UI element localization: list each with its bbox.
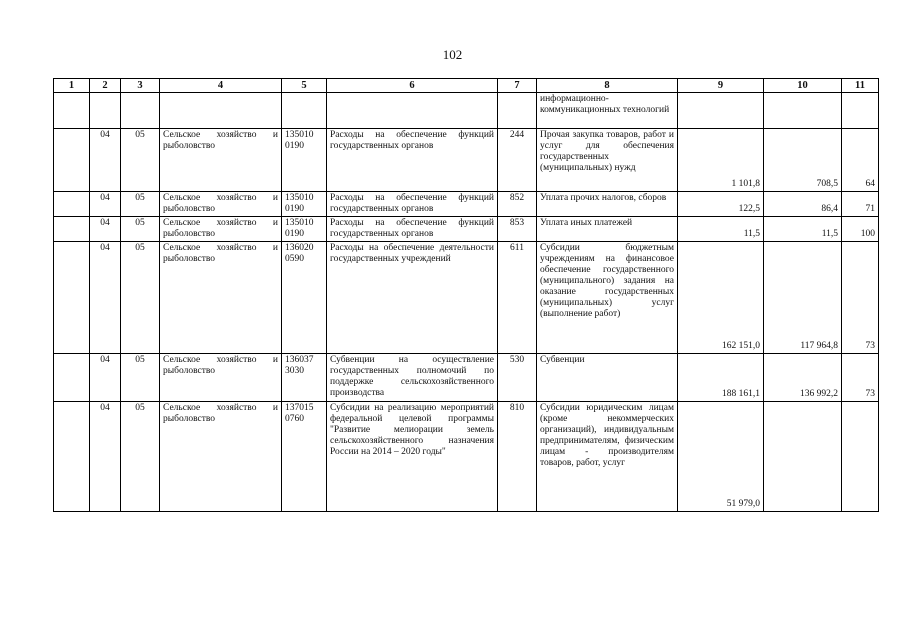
col-header: 5: [282, 79, 327, 93]
cell-c1: [54, 402, 90, 512]
table-row: [54, 129, 879, 192]
col-header: 10: [764, 79, 842, 93]
cell-c5: [282, 93, 327, 129]
cell-c2: 04: [90, 354, 121, 402]
cell-c11: 71: [842, 192, 879, 217]
cell-c4: Сельское хозяйство и рыболовство: [160, 402, 282, 512]
cell-c9: 162 151,0: [678, 242, 764, 354]
cell-c11: 100: [842, 217, 879, 242]
cell-c11: 64: [842, 129, 879, 192]
cell-c11: [842, 402, 879, 512]
cell-c3: [121, 93, 160, 129]
cell-c6: Субвенции на осуществление государственных полномочий по поддержке сельскохозяйственного производства: [327, 354, 498, 402]
cell-c11: 73: [842, 242, 879, 354]
cell-c5: 135010 0190: [282, 129, 327, 192]
col-header: 1: [54, 79, 90, 93]
col-header: 6: [327, 79, 498, 93]
cell-c6: Расходы на обеспечение функций государственных органов: [327, 129, 498, 192]
cell-c5: 136020 0590: [282, 242, 327, 354]
table-row: [54, 242, 879, 354]
cell-c7: 611: [498, 242, 537, 354]
cell-c8: Субвенции: [537, 354, 678, 402]
col-header: 4: [160, 79, 282, 93]
cell-c9: 122,5: [678, 192, 764, 217]
cell-c9: 51 979,0: [678, 402, 764, 512]
cell-c4: Сельское хозяйство и рыболовство: [160, 354, 282, 402]
col-header: 11: [842, 79, 879, 93]
col-header: 3: [121, 79, 160, 93]
cell-c10: 708,5: [764, 129, 842, 192]
cell-c1: [54, 354, 90, 402]
page-number: 102: [442, 47, 463, 62]
cell-c9: 188 161,1: [678, 354, 764, 402]
cell-c10: 11,5: [764, 217, 842, 242]
cell-c5: 135010 0190: [282, 217, 327, 242]
cell-c4: Сельское хозяйство и рыболовство: [160, 192, 282, 217]
cell-c4: [160, 93, 282, 129]
cell-c9: 1 101,8: [678, 129, 764, 192]
cell-c10: 136 992,2: [764, 354, 842, 402]
col-header: 7: [498, 79, 537, 93]
cell-c6: Расходы на обеспечение деятельности государственных учреждений: [327, 242, 498, 354]
cell-c8: Субсидии юридическим лицам (кроме некоммерческих организаций), индивидуальным предпринимателям, физическим лицам - производителям товаров, работ, услуг: [537, 402, 678, 512]
cell-c9: 11,5: [678, 217, 764, 242]
cell-c2: 04: [90, 242, 121, 354]
cell-c6: [327, 93, 498, 129]
cell-c2: 04: [90, 217, 121, 242]
cell-c8: Уплата прочих налогов, сборов: [537, 192, 678, 217]
cell-c1: [54, 129, 90, 192]
cell-c1: [54, 217, 90, 242]
table-row: [54, 402, 879, 512]
cell-c3: 05: [121, 217, 160, 242]
cell-c8: Уплата иных платежей: [537, 217, 678, 242]
cell-c5: 137015 0760: [282, 402, 327, 512]
table-row: [54, 354, 879, 402]
cell-c4: Сельское хозяйство и рыболовство: [160, 242, 282, 354]
cell-c7: 853: [498, 217, 537, 242]
cell-c1: [54, 192, 90, 217]
cell-c5: 135010 0190: [282, 192, 327, 217]
cell-c4: Сельское хозяйство и рыболовство: [160, 217, 282, 242]
cell-c7: 852: [498, 192, 537, 217]
cell-c8: Субсидии бюджетным учреждениям на финансовое обеспечение государственного (муниципального) задания на оказание государственных (муниципальных) услуг (выполнение работ): [537, 242, 678, 354]
cell-c3: 05: [121, 242, 160, 354]
cell-c1: [54, 93, 90, 129]
cell-c7: 244: [498, 129, 537, 192]
cell-c4: Сельское хозяйство и рыболовство: [160, 129, 282, 192]
header-row: [54, 79, 879, 93]
cell-c7: 810: [498, 402, 537, 512]
cell-c1: [54, 242, 90, 354]
cell-c7: 530: [498, 354, 537, 402]
col-header: 9: [678, 79, 764, 93]
cell-c8: информационно-коммуникационных технологий: [537, 93, 678, 129]
table-row: [54, 93, 879, 129]
table-row: [54, 192, 879, 217]
table-body: [54, 93, 879, 512]
cell-c6: Расходы на обеспечение функций государственных органов: [327, 217, 498, 242]
cell-c6: Расходы на обеспечение функций государственных органов: [327, 192, 498, 217]
cell-c10: 117 964,8: [764, 242, 842, 354]
cell-c8: Прочая закупка товаров, работ и услуг для обеспечения государственных (муниципальных) нужд: [537, 129, 678, 192]
cell-c11: 73: [842, 354, 879, 402]
cell-c5: 136037 3030: [282, 354, 327, 402]
cell-c3: 05: [121, 129, 160, 192]
col-header: 8: [537, 79, 678, 93]
cell-c7: [498, 93, 537, 129]
cell-c10: [764, 93, 842, 129]
cell-c2: 04: [90, 192, 121, 217]
cell-c10: 86,4: [764, 192, 842, 217]
cell-c9: [678, 93, 764, 129]
cell-c6: Субсидии на реализацию мероприятий федеральной целевой программы "Развитие мелиорации земель сельскохозяйственного назначения России на 2014 – 2020 годы": [327, 402, 498, 512]
cell-c3: 05: [121, 402, 160, 512]
cell-c3: 05: [121, 192, 160, 217]
budget-table: [53, 78, 879, 512]
cell-c2: 04: [90, 129, 121, 192]
cell-c2: [90, 93, 121, 129]
cell-c2: 04: [90, 402, 121, 512]
cell-c11: [842, 93, 879, 129]
cell-c10: [764, 402, 842, 512]
cell-c3: 05: [121, 354, 160, 402]
table-row: [54, 217, 879, 242]
col-header: 2: [90, 79, 121, 93]
